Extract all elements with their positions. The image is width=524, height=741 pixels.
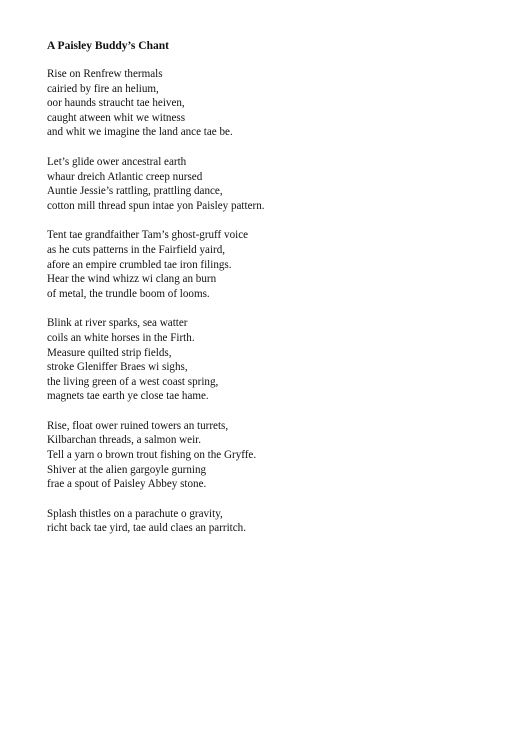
poem-line: and whit we imagine the land ance tae be. bbox=[47, 126, 233, 139]
poem-line: Splash thistles on a parachute o gravity, bbox=[47, 507, 223, 520]
poem-line: Rise, float ower ruined towers an turrets, bbox=[47, 419, 229, 432]
poem-line: frae a spout of Paisley Abbey stone. bbox=[47, 478, 207, 491]
poem-line: Tent tae grandfaither Tam’s ghost-gruff voice bbox=[47, 229, 249, 242]
poem-line: Rise on Renfrew thermals bbox=[47, 68, 163, 80]
poem-line: richt back tae yird, tae auld claes an parritch. bbox=[47, 522, 246, 535]
stanza-3 bbox=[47, 228, 487, 301]
poem-title: A Paisley Buddy’s Chant bbox=[47, 40, 169, 52]
poem-line: caught atween whit we witness bbox=[47, 111, 186, 124]
stanza-4 bbox=[47, 316, 487, 404]
poem-line: whaur dreich Atlantic creep nursed bbox=[47, 170, 203, 183]
poem-line: magnets tae earth ye close tae hame. bbox=[47, 390, 209, 403]
poem bbox=[47, 39, 487, 551]
poem-line: Auntie Jessie’s rattling, prattling dance, bbox=[47, 185, 223, 198]
poem-line: stroke Gleniffer Braes wi sighs, bbox=[47, 361, 188, 374]
poem-line: Tell a yarn o brown trout fishing on the Gryffe. bbox=[47, 449, 257, 462]
poem-line: Hear the wind whizz wi clang an burn bbox=[47, 273, 217, 286]
poem-line: oor haunds straucht tae heiven, bbox=[47, 97, 185, 110]
poem-line: as he cuts patterns in the Fairfield yaird, bbox=[47, 243, 226, 256]
poem-line: afore an empire crumbled tae iron filings. bbox=[47, 258, 232, 271]
poem-line: cotton mill thread spun intae yon Paisley pattern. bbox=[47, 199, 265, 212]
poem-line: coils an white horses in the Firth. bbox=[47, 331, 195, 344]
poem-line: Kilbarchan threads, a salmon weir. bbox=[47, 434, 202, 447]
stanza-6 bbox=[47, 507, 487, 536]
poem-line: the living green of a west coast spring, bbox=[47, 375, 219, 388]
stanza-5 bbox=[47, 419, 487, 492]
poem-line: of metal, the trundle boom of looms. bbox=[47, 287, 210, 300]
poem-line: Blink at river sparks, sea watter bbox=[47, 317, 188, 330]
stanza-2 bbox=[47, 155, 487, 213]
stanza-1 bbox=[47, 67, 487, 140]
poem-line: Shiver at the alien gargoyle gurning bbox=[47, 463, 207, 476]
poem-line: Let’s glide ower ancestral earth bbox=[47, 155, 187, 168]
poem-line: Measure quilted strip fields, bbox=[47, 346, 172, 359]
poem-line: cairied by fire an helium, bbox=[47, 82, 159, 95]
